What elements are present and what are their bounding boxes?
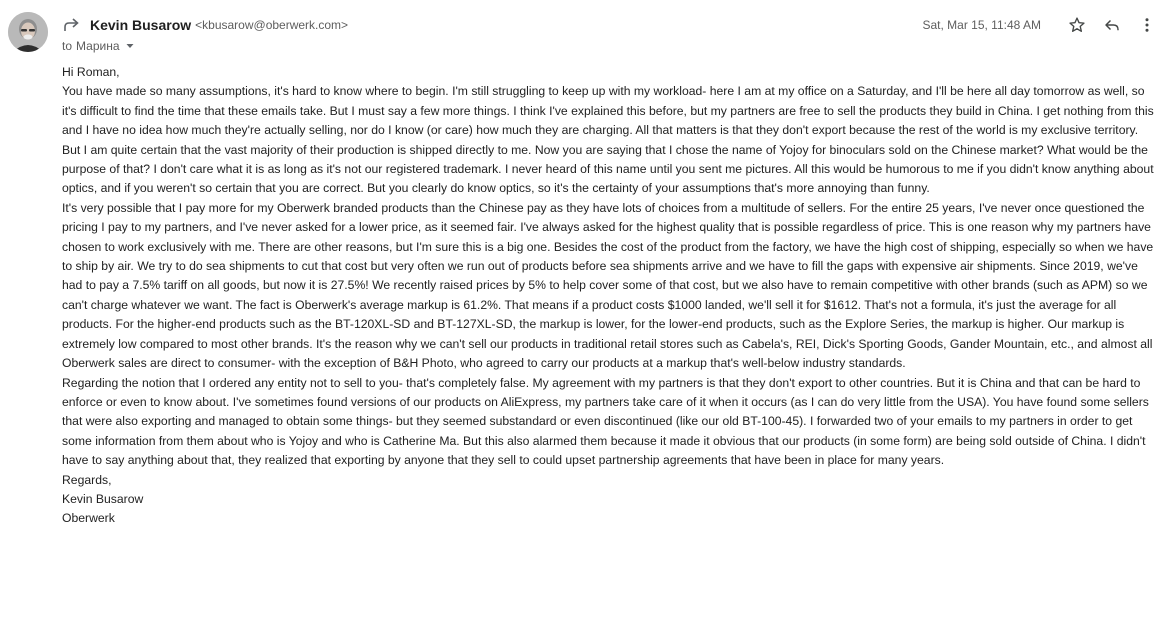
message-paragraph: Regarding the notion that I ordered any entity not to sell to you- that's completely false. My agreement with my partners is that they don't export to other countries. But it is China and that can be hard to enforce or even to know about. I've sometimes found versions of our products on AliExpress, my partners take care of it when it occurs (as I can do very little from the USA). You have found some sellers that were also exporting and managed to obtain some things- but they seemed substandard or even discontinued (like our old BT-100-45). I forwarded two of your emails to my partners in order to get some information from them about who is Yojoy and who is Catherine Ma. But this also alarmed them because it made it obvious that our products (in some form) are being sold outside of China. I didn't have to say anything about that, they realized that exporting by anyone that they sell to could upset partnership agreements that have been in place for many years. [62, 375, 1149, 468]
sender-name[interactable]: Kevin Busarow [90, 17, 192, 33]
message-closing: Regards, [62, 472, 112, 487]
message-actions [922, 12, 1160, 38]
sender-email: <kbusarow@oberwerk.com> [195, 18, 349, 32]
star-button[interactable] [1064, 12, 1090, 38]
recipient-prefix: to [62, 39, 73, 53]
recipient-name: Марина [76, 39, 120, 53]
reply-icon [1103, 16, 1121, 34]
more-options-button[interactable] [1134, 12, 1160, 38]
sender-header [62, 14, 348, 36]
signature-company: Oberwerk [62, 511, 115, 526]
signature-name: Kevin Busarow [62, 491, 144, 506]
message-greeting: Hi Roman, [62, 65, 120, 79]
recipient-row[interactable] [62, 38, 135, 54]
message-paragraph: It's very possible that I pay more for my Oberwerk branded products than the Chinese pay as they have lots of choices from a multitude of sellers. For the entire 25 years, I've never once questioned the pricing I pay to my partners, and I've never asked for a lower price, as it seemed fair. I've always asked for the highest quality that is possible regardless of price. This is one reason why my partners have chosen to work exclusively with me. There are other reasons, but I'm sure this is a big one. Besides the cost of the product from the factory, we have the high cost of shipping, especially so when we have to ship by air. We try to do sea shipments to cut that cost but very often we run out of products before sea shipments arrive and we have to fill the gaps with expensive air shipments. Since 2019, we've had to pay a 7.5% tariff on all goods, but now it is 27.5%! We recently raised prices by 5% to help cover some of that cost, but we also have to remain competitive with other brands (such as APM) so we can't charge whatever we want. The fact is Oberwerk's average markup is 61.2%. That means if a product costs $1000 landed, we'll sell it for $1612. That's not a formula, it's just the average for all products. For the higher-end products such as the BT-120XL-SD and BT-127XL-SD, the markup is lower, for the lower-end products, such as the Explore Series, the markup is higher. Our markup is extremely low compared to most other brands. It's the reason why we can't sell our products in traditional retail stores such as Cabela's, REI, Dick's Sporting Goods, Gander Mountain, etc., and almost all Oberwerk sales are direct to consumer- with the exception of B&H Photo, who agreed to carry our products at a markup that's well-below industry standards. [62, 200, 1154, 371]
message-timestamp: Sat, Mar 15, 11:48 AM [922, 18, 1041, 32]
message-paragraph: You have made so many assumptions, it's hard to know where to begin. I'm still struggling to keep up with my workload- here I am at my office on a Saturday, and I'll be here all day tomorrow as well, so it's difficult to find the time that these emails take. But I must say a few more things. I think I've explained this before, but my partners are free to sell the products they build in China. I get nothing from this and I have no idea how much they're actually selling, nor do I know (or care) how much they are charging. All that matters is that they don't export because the rest of the world is my exclusive territory. But I am quite certain that the vast majority of their production is shipped directly to me. Now you are saying that I chose the name of Yojoy for binoculars sold on the Chinese market? What would be the purpose of that? I don't care what it is as long as it's not our registered trademark. I never heard of this name until you sent me pictures. All this would be humorous to me if you didn't know anything about optics, and if you weren't so certain that you are correct. But you clearly do know optics, so it's the certainty of your assumptions that's more annoying than funny. [62, 84, 1154, 196]
message-body [62, 63, 1154, 529]
forward-arrow-icon [62, 15, 82, 35]
more-vertical-icon [1138, 16, 1156, 34]
star-outline-icon [1068, 16, 1086, 34]
reply-button[interactable] [1099, 12, 1125, 38]
sender-avatar[interactable] [8, 12, 48, 52]
chevron-down-icon[interactable] [125, 41, 135, 51]
